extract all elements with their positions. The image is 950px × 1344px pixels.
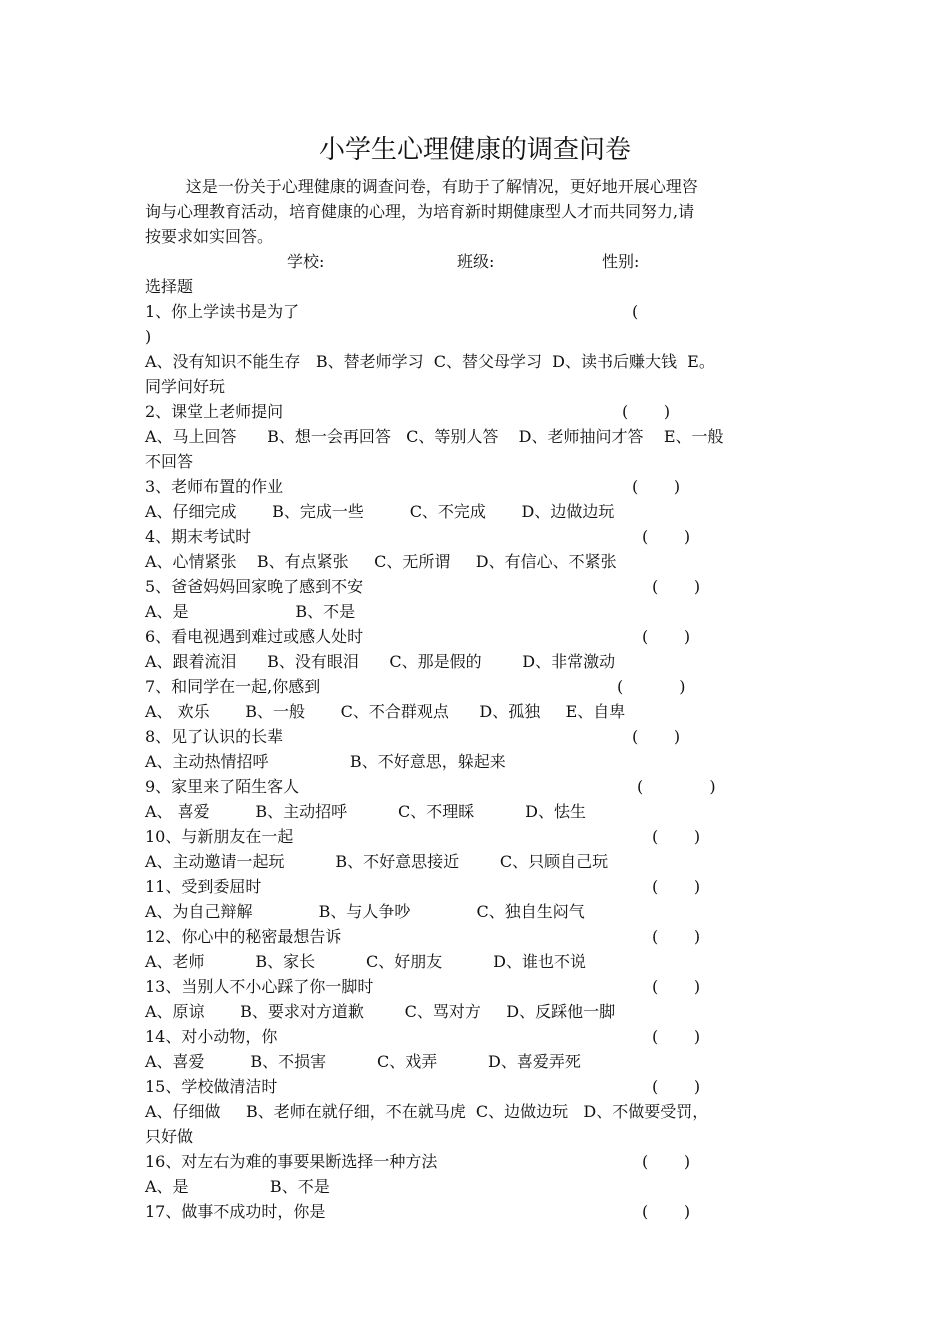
answer-bracket-17: ( ) bbox=[642, 1202, 691, 1221]
options-1: A、没有知识不能生存 B、替老师学习 C、替父母学习 D、读书后赚大钱 E。 bbox=[145, 352, 715, 371]
options-5: A、是 B、不是 bbox=[145, 602, 356, 621]
options-15-cont: 只好做 bbox=[145, 1127, 194, 1146]
intro-line-2: 询与心理教育活动，培育健康的心理，为培育新时期健康型人才而共同努力,请 bbox=[145, 202, 695, 221]
class-field: 班级: bbox=[457, 252, 495, 271]
answer-bracket-14: ( ) bbox=[652, 1027, 701, 1046]
question-8: 8、见了认识的长辈 bbox=[145, 727, 284, 746]
options-9: A、 喜爱 B、主动招呼 C、不理睬 D、怯生 bbox=[145, 802, 586, 821]
answer-bracket-9: ( ) bbox=[637, 777, 716, 796]
page-title: 小学生心理健康的调查问卷 bbox=[318, 135, 631, 165]
options-4: A、心情紧张 B、有点紧张 C、无所谓 D、有信心、不紧张 bbox=[145, 552, 617, 571]
question-9: 9、家里来了陌生客人 bbox=[145, 777, 300, 796]
answer-bracket-1-open: ( bbox=[632, 302, 639, 321]
question-12: 12、你心中的秘密最想告诉 bbox=[145, 927, 342, 946]
options-2-cont: 不回答 bbox=[145, 452, 194, 471]
answer-bracket-12: ( ) bbox=[652, 927, 701, 946]
question-2: 2、课堂上老师提问 bbox=[145, 402, 284, 421]
question-11: 11、受到委屈时 bbox=[145, 877, 262, 896]
answer-bracket-10: ( ) bbox=[652, 827, 701, 846]
options-1-cont: 同学问好玩 bbox=[145, 377, 226, 396]
options-15: A、仔细做 B、老师在就仔细，不在就马虎 C、边做边玩 D、不做要受罚， bbox=[145, 1102, 709, 1121]
answer-bracket-16: ( ) bbox=[642, 1152, 691, 1171]
options-11: A、为自己辩解 B、与人争吵 C、独自生闷气 bbox=[145, 902, 585, 921]
answer-bracket-15: ( ) bbox=[652, 1077, 701, 1096]
question-10: 10、与新朋友在一起 bbox=[145, 827, 294, 846]
school-field: 学校: bbox=[287, 252, 325, 271]
options-6: A、跟着流泪 B、没有眼泪 C、那是假的 D、非常激动 bbox=[145, 652, 616, 671]
options-10: A、主动邀请一起玩 B、不好意思接近 C、只顾自己玩 bbox=[145, 852, 609, 871]
options-7: A、 欢乐 B、一般 C、不合群观点 D、孤独 E、自卑 bbox=[145, 702, 626, 721]
question-15: 15、学校做清洁时 bbox=[145, 1077, 278, 1096]
options-14: A、喜爱 B、不损害 C、戏弄 D、喜爱弄死 bbox=[145, 1052, 581, 1071]
question-17: 17、做事不成功时，你是 bbox=[145, 1202, 326, 1221]
section-heading: 选择题 bbox=[145, 277, 194, 296]
answer-bracket-11: ( ) bbox=[652, 877, 701, 896]
question-4: 4、期末考试时 bbox=[145, 527, 252, 546]
answer-bracket-3: ( ) bbox=[632, 477, 681, 496]
question-13: 13、当别人不小心踩了你一脚时 bbox=[145, 977, 374, 996]
options-8: A、主动热情招呼 B、不好意思，躲起来 bbox=[145, 752, 506, 771]
answer-bracket-1-close: ) bbox=[145, 327, 152, 346]
question-5: 5、爸爸妈妈回家晚了感到不安 bbox=[145, 577, 364, 596]
answer-bracket-5: ( ) bbox=[652, 577, 701, 596]
options-16: A、是 B、不是 bbox=[145, 1177, 330, 1196]
answer-bracket-8: ( ) bbox=[632, 727, 681, 746]
answer-bracket-6: ( ) bbox=[642, 627, 691, 646]
options-3: A、仔细完成 B、完成一些 C、不完成 D、边做边玩 bbox=[145, 502, 615, 521]
question-14: 14、对小动物，你 bbox=[145, 1027, 278, 1046]
answer-bracket-2: ( ) bbox=[622, 402, 671, 421]
answer-bracket-7: ( ) bbox=[617, 677, 686, 696]
question-6: 6、看电视遇到难过或感人处时 bbox=[145, 627, 364, 646]
question-7: 7、和同学在一起,你感到 bbox=[145, 677, 321, 696]
gender-field: 性别: bbox=[602, 252, 640, 271]
question-1: 1、你上学读书是为了 bbox=[145, 302, 300, 321]
question-16: 16、对左右为难的事要果断选择一种方法 bbox=[145, 1152, 438, 1171]
options-13: A、原谅 B、要求对方道歉 C、骂对方 D、反踩他一脚 bbox=[145, 1002, 616, 1021]
answer-bracket-13: ( ) bbox=[652, 977, 701, 996]
options-2: A、马上回答 B、想一会再回答 C、等别人答 D、老师抽问才答 E、一般 bbox=[145, 427, 724, 446]
question-3: 3、老师布置的作业 bbox=[145, 477, 284, 496]
intro-line-1: 这是一份关于心理健康的调查问卷，有助于了解情况，更好地开展心理咨 bbox=[145, 177, 698, 196]
answer-bracket-4: ( ) bbox=[642, 527, 691, 546]
intro-line-3: 按要求如实回答。 bbox=[145, 227, 274, 246]
options-12: A、老师 B、家长 C、好朋友 D、谁也不说 bbox=[145, 952, 586, 971]
